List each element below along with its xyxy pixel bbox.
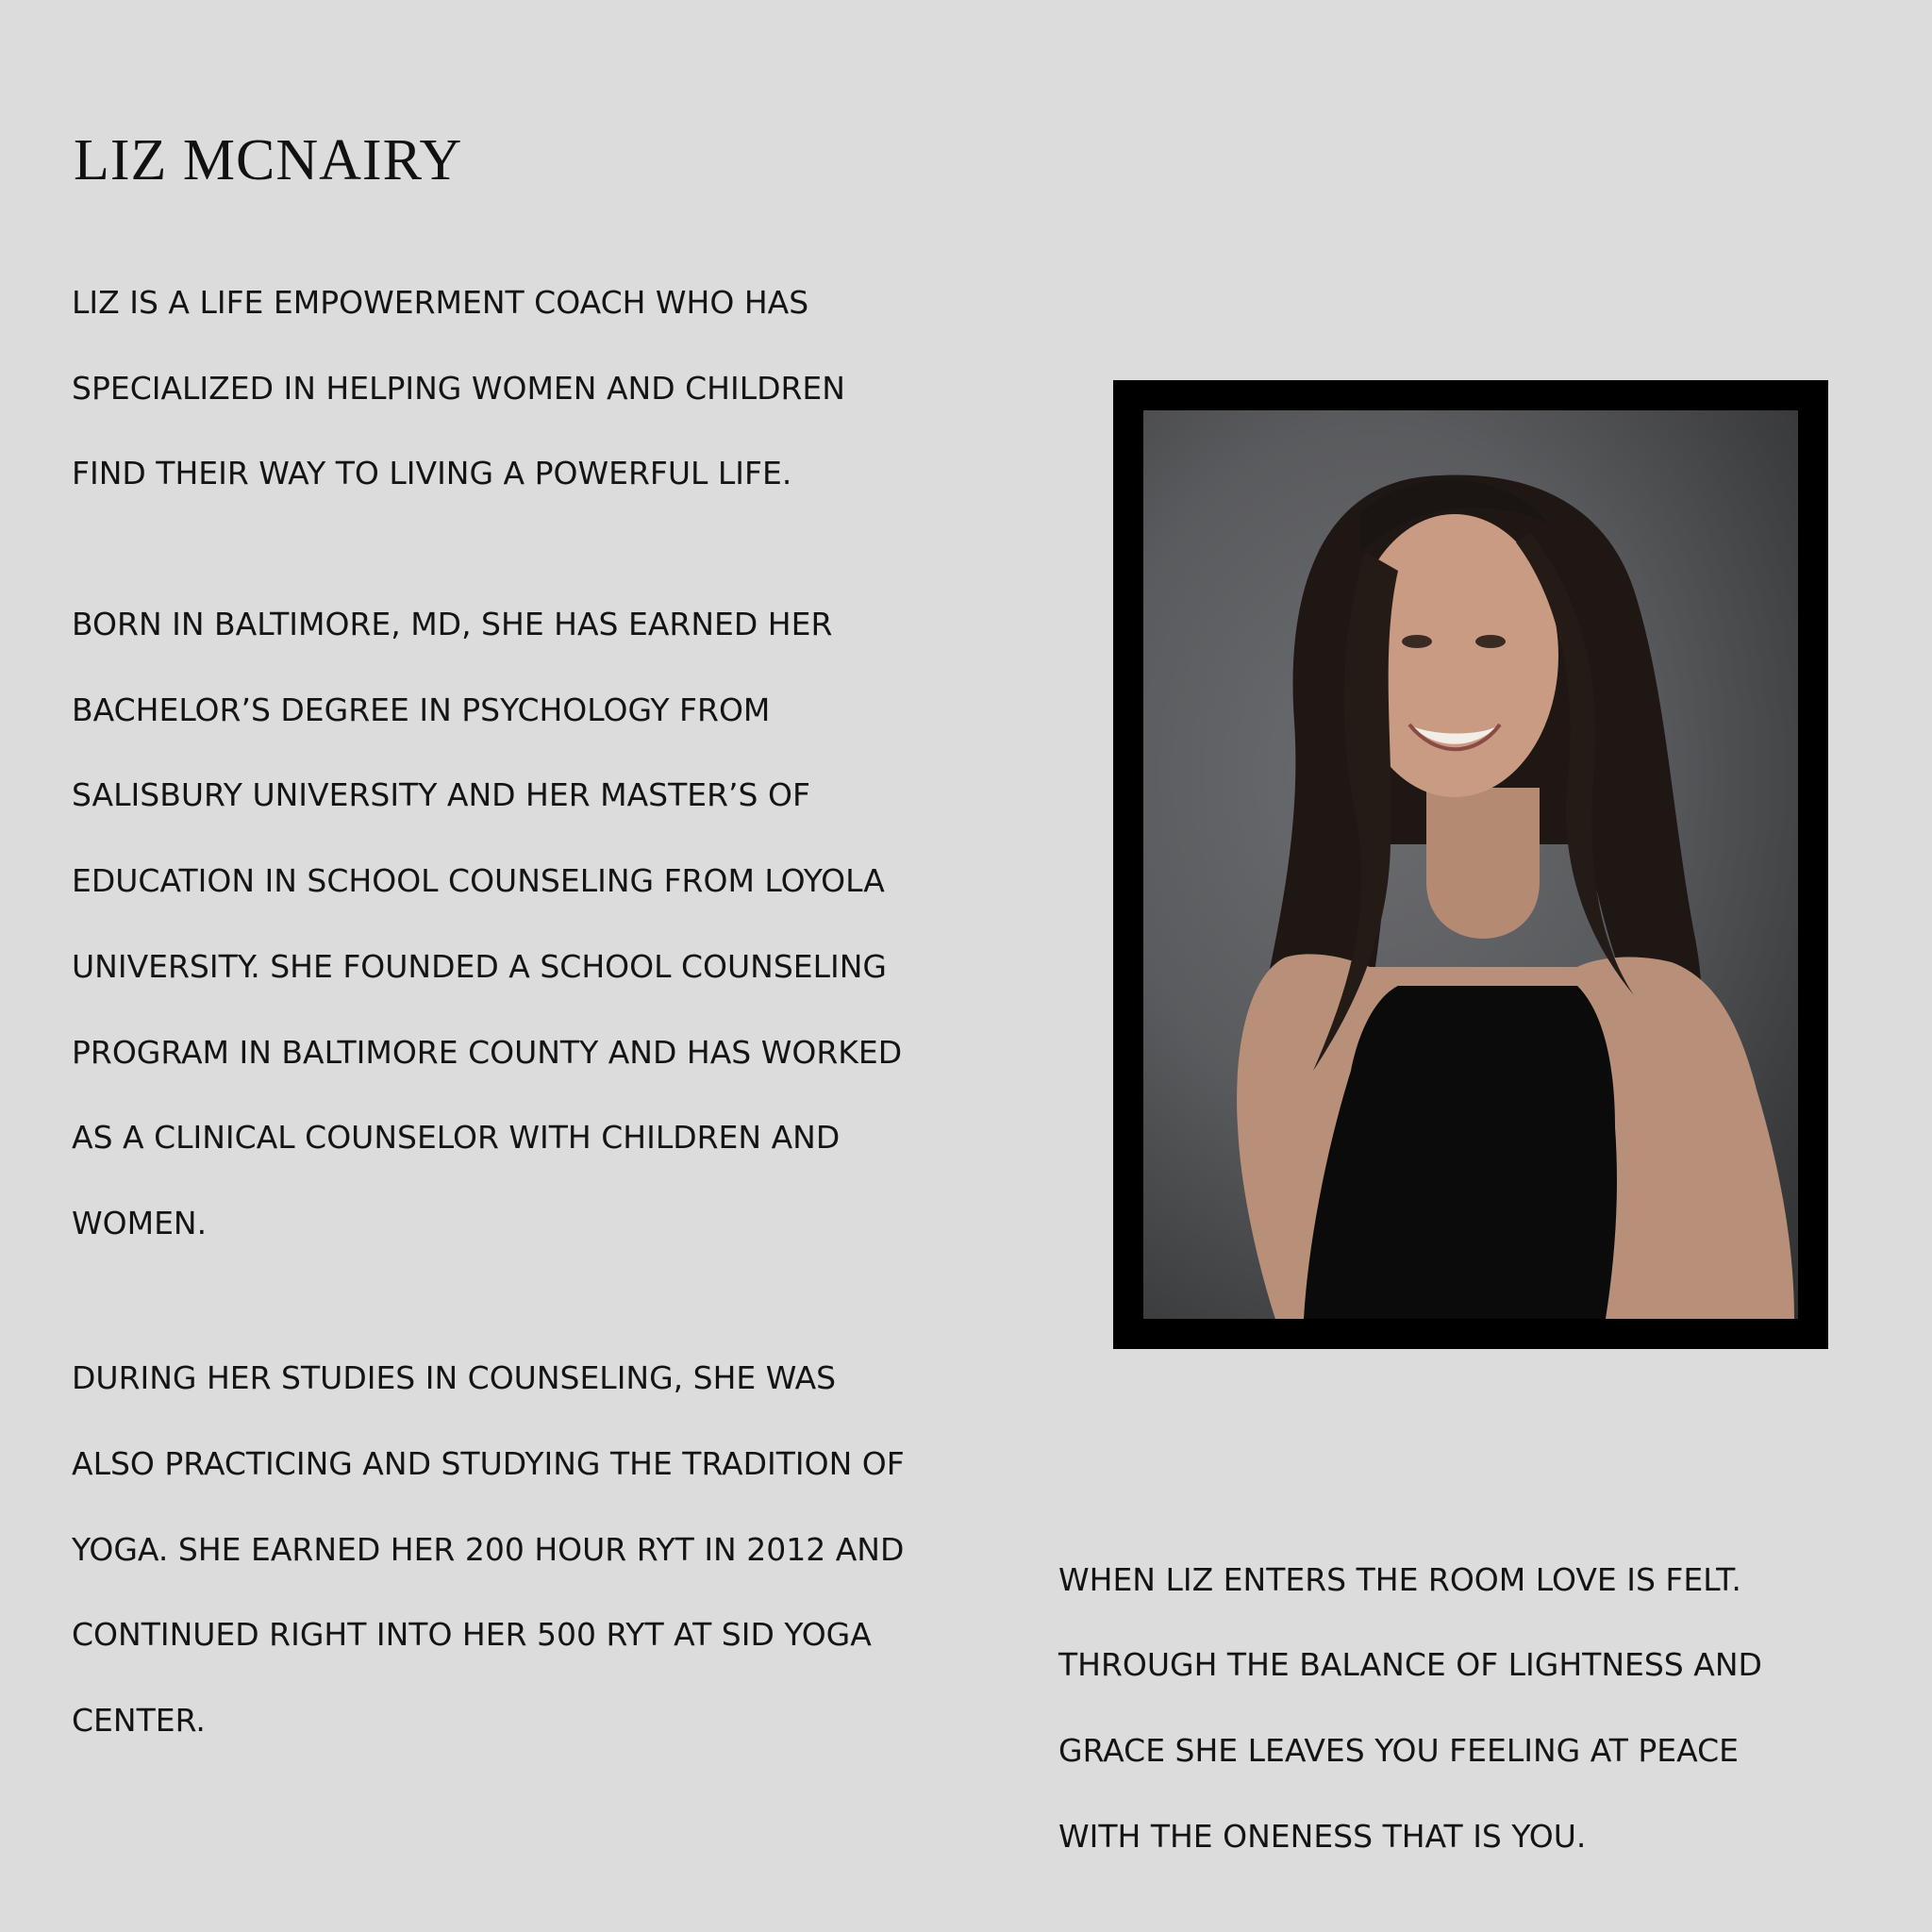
text-line: PROGRAM IN BALTIMORE COUNTY AND HAS WORKED bbox=[72, 1034, 903, 1071]
text-line: WOMEN. bbox=[72, 1205, 208, 1241]
text-line: YOGA. SHE EARNED HER 200 HOUR RYT IN 2012 AND bbox=[72, 1531, 905, 1568]
text-line: ALSO PRACTICING AND STUDYING THE TRADITION OF bbox=[72, 1445, 905, 1482]
text-line: AS A CLINICAL COUNSELOR WITH CHILDREN AND bbox=[72, 1119, 841, 1156]
text-line: BORN IN BALTIMORE, MD, SHE HAS EARNED HER bbox=[72, 606, 833, 642]
portrait-frame bbox=[1113, 380, 1828, 1349]
text-line: FIND THEIR WAY TO LIVING A POWERFUL LIFE. bbox=[72, 455, 792, 491]
text-line: LIZ IS A LIFE EMPOWERMENT COACH WHO HAS bbox=[72, 284, 809, 321]
text-line: WHEN LIZ ENTERS THE ROOM LOVE IS FELT. bbox=[1058, 1561, 1741, 1598]
text-line: SALISBURY UNIVERSITY AND HER MASTER’S OF bbox=[72, 776, 810, 813]
text-line: SPECIALIZED IN HELPING WOMEN AND CHILDREN bbox=[72, 370, 845, 407]
text-line: WITH THE ONENESS THAT IS YOU. bbox=[1058, 1818, 1587, 1855]
text-line: CENTER. bbox=[72, 1702, 206, 1739]
portrait-photo bbox=[1143, 410, 1798, 1319]
text-line: THROUGH THE BALANCE OF LIGHTNESS AND bbox=[1058, 1646, 1762, 1683]
text-line: EDUCATION IN SCHOOL COUNSELING FROM LOYOLA bbox=[72, 862, 885, 899]
text-line: BACHELOR’S DEGREE IN PSYCHOLOGY FROM bbox=[72, 691, 771, 728]
page-title: LIZ MCNAIRY bbox=[74, 128, 463, 192]
text-line: DURING HER STUDIES IN COUNSELING, SHE WAS bbox=[72, 1359, 837, 1396]
portrait-illustration bbox=[1143, 410, 1798, 1319]
text-line: CONTINUED RIGHT INTO HER 500 RYT AT SID YOGA bbox=[72, 1616, 872, 1653]
text-line: GRACE SHE LEAVES YOU FEELING AT PEACE bbox=[1058, 1732, 1740, 1769]
text-line: UNIVERSITY. SHE FOUNDED A SCHOOL COUNSELING bbox=[72, 948, 887, 985]
